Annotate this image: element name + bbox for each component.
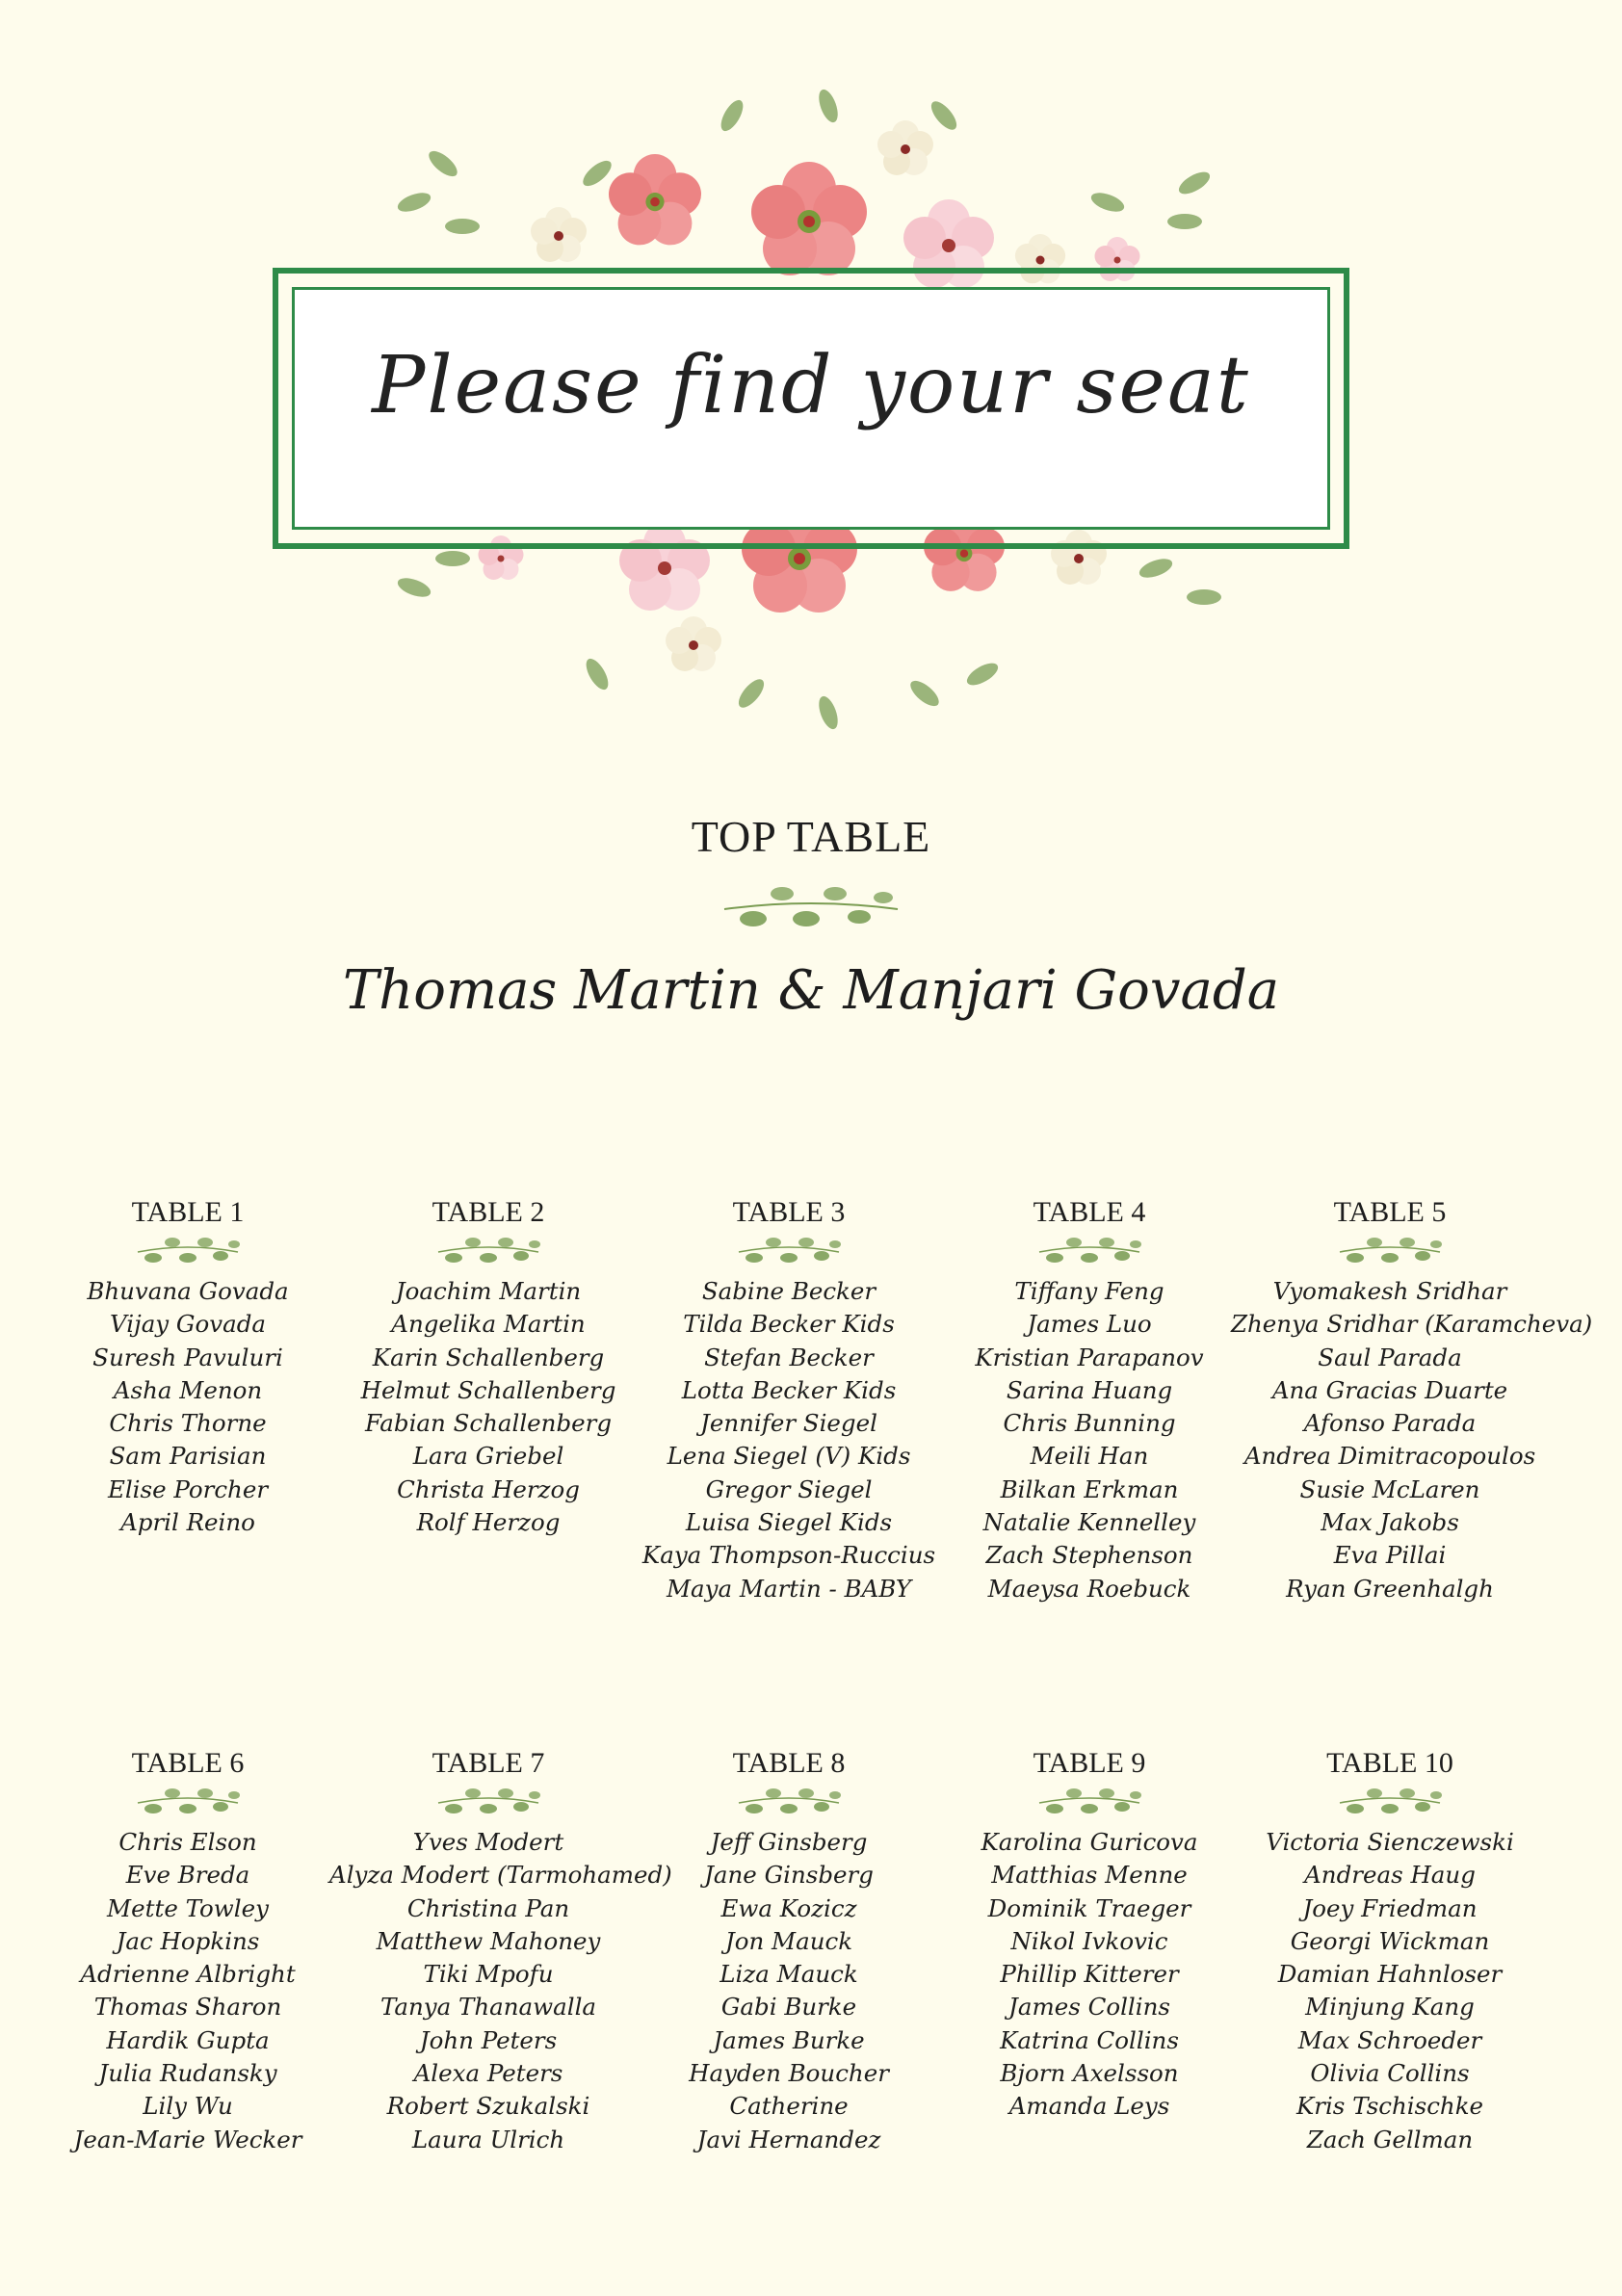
guest-name: Max Schroeder (1297, 2025, 1482, 2054)
page-title: Please find your seat (372, 340, 1250, 431)
guest-name: Christa Herzog (397, 1474, 580, 1503)
guest-name: Eve Breda (125, 1861, 250, 1890)
guest-name: Sabine Becker (701, 1277, 876, 1305)
guest-name: Adrienne Albright (80, 1960, 296, 1989)
guest-name: Joachim Martin (395, 1277, 582, 1305)
guest-name: Kaya Thompson-Ruccius (641, 1541, 936, 1570)
guest-list (1231, 1275, 1593, 1605)
guest-name: Stefan Becker (704, 1343, 874, 1371)
guest-name: John Peters (419, 2025, 558, 2054)
guest-name: Jennifer Siegel (700, 1409, 877, 1438)
table-9 (930, 1745, 1248, 2124)
guest-name: Vyomakesh Sridhar (1272, 1277, 1507, 1305)
guest-name: Phillip Kitterer (1000, 1960, 1179, 1989)
guest-name: Christina Pan (406, 1893, 570, 1922)
guest-name: Alyza Modert (Tarmohamed) (329, 1861, 672, 1890)
guest-name: Bjorn Axelsson (1000, 2059, 1179, 2088)
guest-name: Angelika Martin (391, 1310, 586, 1339)
guest-name: Zach Stephenson (985, 1541, 1193, 1570)
guest-name: Fabian Schallenberg (364, 1409, 613, 1438)
guest-name: Amanda Leys (1008, 2092, 1170, 2121)
guest-name: Yves Modert (412, 1828, 564, 1856)
guest-name: Liza Mauck (719, 1960, 858, 1989)
guest-name: Ryan Greenhalgh (1286, 1574, 1494, 1603)
title-frame (273, 268, 1349, 549)
guest-name: Sam Parisian (109, 1442, 267, 1471)
sprig-icon (1032, 1782, 1147, 1820)
guest-name: Mette Towley (107, 1893, 269, 1922)
guest-name: Afonso Parada (1303, 1409, 1477, 1438)
guest-name: Bhuvana Govada (87, 1277, 289, 1305)
top-table-label: TOP TABLE (691, 812, 931, 861)
guest-list (329, 1275, 647, 1539)
guest-name: Max Jakobs (1321, 1508, 1459, 1537)
guest-name: Gregor Siegel (705, 1474, 873, 1503)
guest-name: Nikol Ivkovic (1010, 1926, 1168, 1955)
guest-name: Jean-Marie Wecker (73, 2125, 302, 2153)
table-name: TABLE 7 (432, 1747, 545, 1779)
guest-name: Katrina Collins (1000, 2025, 1179, 2054)
guest-name: Hardik Gupta (106, 2025, 270, 2054)
guest-name: Chris Bunning (1003, 1409, 1176, 1438)
guest-name: Hayden Boucher (689, 2059, 889, 2088)
guest-name: Ana Gracias Duarte (1271, 1375, 1508, 1404)
guest-name: James Luo (1027, 1310, 1152, 1339)
guest-name: Javi Hernandez (696, 2125, 881, 2153)
guest-name: Andreas Haug (1304, 1861, 1476, 1890)
guest-name: Zhenya Sridhar (Karamcheva) (1231, 1310, 1593, 1339)
table-name: TABLE 10 (1326, 1747, 1453, 1779)
guest-name: Jeff Ginsberg (710, 1828, 868, 1856)
table-5 (1231, 1194, 1593, 1605)
table-name: TABLE 8 (732, 1747, 846, 1779)
guest-name: Eva Pillai (1333, 1541, 1447, 1570)
sprig-icon (130, 1231, 246, 1269)
sprig-icon (1332, 1782, 1448, 1820)
sprig-icon (130, 1782, 246, 1820)
guest-list (29, 1826, 347, 2156)
guest-name: Jac Hopkins (116, 1926, 260, 1955)
guest-name: Maeysa Roebuck (987, 1574, 1191, 1603)
sprig-icon (431, 1231, 546, 1269)
guest-name: Maya Martin - BABY (666, 1574, 912, 1603)
guest-name: Tilda Becker Kids (683, 1310, 895, 1339)
guest-name: Laura Ulrich (411, 2125, 565, 2153)
guest-name: Matthew Mahoney (376, 1926, 601, 1955)
table-name: TABLE 6 (131, 1747, 245, 1779)
guest-list (630, 1275, 948, 1605)
guest-name: Elise Porcher (107, 1474, 269, 1503)
guest-list (930, 1826, 1248, 2124)
guest-list (29, 1275, 347, 1539)
guest-name: Georgi Wickman (1290, 1926, 1490, 1955)
guest-name: Susie McLaren (1299, 1474, 1480, 1503)
table-3 (630, 1194, 948, 1605)
table-6 (29, 1745, 347, 2156)
guest-name: Joey Friedman (1302, 1893, 1478, 1922)
guest-name: James Burke (713, 2025, 865, 2054)
guest-name: Chris Elson (118, 1828, 257, 1856)
guest-name: Meili Han (1030, 1442, 1149, 1471)
sprig-icon (431, 1782, 546, 1820)
guest-name: Julia Rudansky (98, 2059, 277, 2088)
guest-name: April Reino (120, 1508, 255, 1537)
table-name: TABLE 2 (432, 1196, 545, 1228)
guest-name: Lena Siegel (V) Kids (667, 1442, 911, 1471)
guest-name: Sarina Huang (1006, 1375, 1173, 1404)
guest-name: Bilkan Erkman (1000, 1474, 1179, 1503)
guest-name: Karin Schallenberg (372, 1343, 605, 1371)
guest-list (630, 1826, 948, 2156)
table-7 (329, 1745, 672, 2156)
guest-name: Jane Ginsberg (704, 1861, 874, 1890)
table-10 (1231, 1745, 1549, 2156)
guest-name: Kristian Parapanov (975, 1343, 1204, 1371)
guest-name: Catherine (729, 2092, 849, 2121)
guest-name: Kris Tschischke (1295, 2092, 1484, 2121)
guest-name: James Collins (1008, 1993, 1170, 2022)
guest-name: Helmut Schallenberg (360, 1375, 616, 1404)
guest-name: Vijay Govada (110, 1310, 266, 1339)
guest-name: Ewa Kozicz (720, 1893, 857, 1922)
guest-name: Victoria Sienczewski (1266, 1828, 1514, 1856)
guest-list (930, 1275, 1248, 1605)
table-name: TABLE 1 (131, 1196, 245, 1228)
guest-name: Tiki Mpofu (423, 1960, 554, 1989)
guest-name: Karolina Guricova (981, 1828, 1198, 1856)
guest-name: Zach Gellman (1306, 2125, 1474, 2153)
guest-name: Minjung Kang (1305, 1993, 1475, 2022)
guest-name: Lotta Becker Kids (681, 1375, 897, 1404)
table-2 (329, 1194, 647, 1539)
table-1 (29, 1194, 347, 1539)
guest-name: Lily Wu (143, 2092, 233, 2121)
table-name: TABLE 4 (1033, 1196, 1146, 1228)
sprig-icon (731, 1782, 847, 1820)
guest-list (329, 1826, 672, 2156)
table-8 (630, 1745, 948, 2156)
table-name: TABLE 3 (732, 1196, 846, 1228)
sprig-icon (1332, 1231, 1448, 1269)
guest-name: Robert Szukalski (386, 2092, 590, 2121)
guest-name: Gabi Burke (720, 1993, 857, 2022)
guest-name: Alexa Peters (413, 2059, 563, 2088)
guest-name: Suresh Pavuluri (92, 1343, 283, 1371)
guest-name: Tanya Thanawalla (379, 1993, 597, 2022)
guest-name: Tiffany Feng (1014, 1277, 1164, 1305)
guest-name: Natalie Kennelley (982, 1508, 1196, 1537)
couple-names: Thomas Martin & Manjari Govada (342, 959, 1280, 1022)
table-4 (930, 1194, 1248, 1605)
guest-name: Saul Parada (1318, 1343, 1462, 1371)
sprig-icon (715, 878, 907, 936)
guest-name: Jon Mauck (724, 1926, 853, 1955)
sprig-icon (1032, 1231, 1147, 1269)
guest-list (1231, 1826, 1549, 2156)
guest-name: Olivia Collins (1310, 2059, 1470, 2088)
guest-name: Matthias Menne (991, 1861, 1188, 1890)
guest-name: Asha Menon (113, 1375, 263, 1404)
guest-name: Lara Griebel (412, 1442, 564, 1471)
guest-name: Damian Hahnloser (1277, 1960, 1503, 1989)
table-name: TABLE 9 (1033, 1747, 1146, 1779)
guest-name: Rolf Herzog (416, 1508, 561, 1537)
sprig-icon (731, 1231, 847, 1269)
title-panel (292, 287, 1330, 530)
guest-name: Andrea Dimitracopoulos (1243, 1442, 1536, 1471)
guest-name: Thomas Sharon (93, 1993, 282, 2022)
table-name: TABLE 5 (1333, 1196, 1447, 1228)
guest-name: Luisa Siegel Kids (685, 1508, 893, 1537)
guest-name: Dominik Traeger (987, 1893, 1191, 1922)
guest-name: Chris Thorne (109, 1409, 267, 1438)
